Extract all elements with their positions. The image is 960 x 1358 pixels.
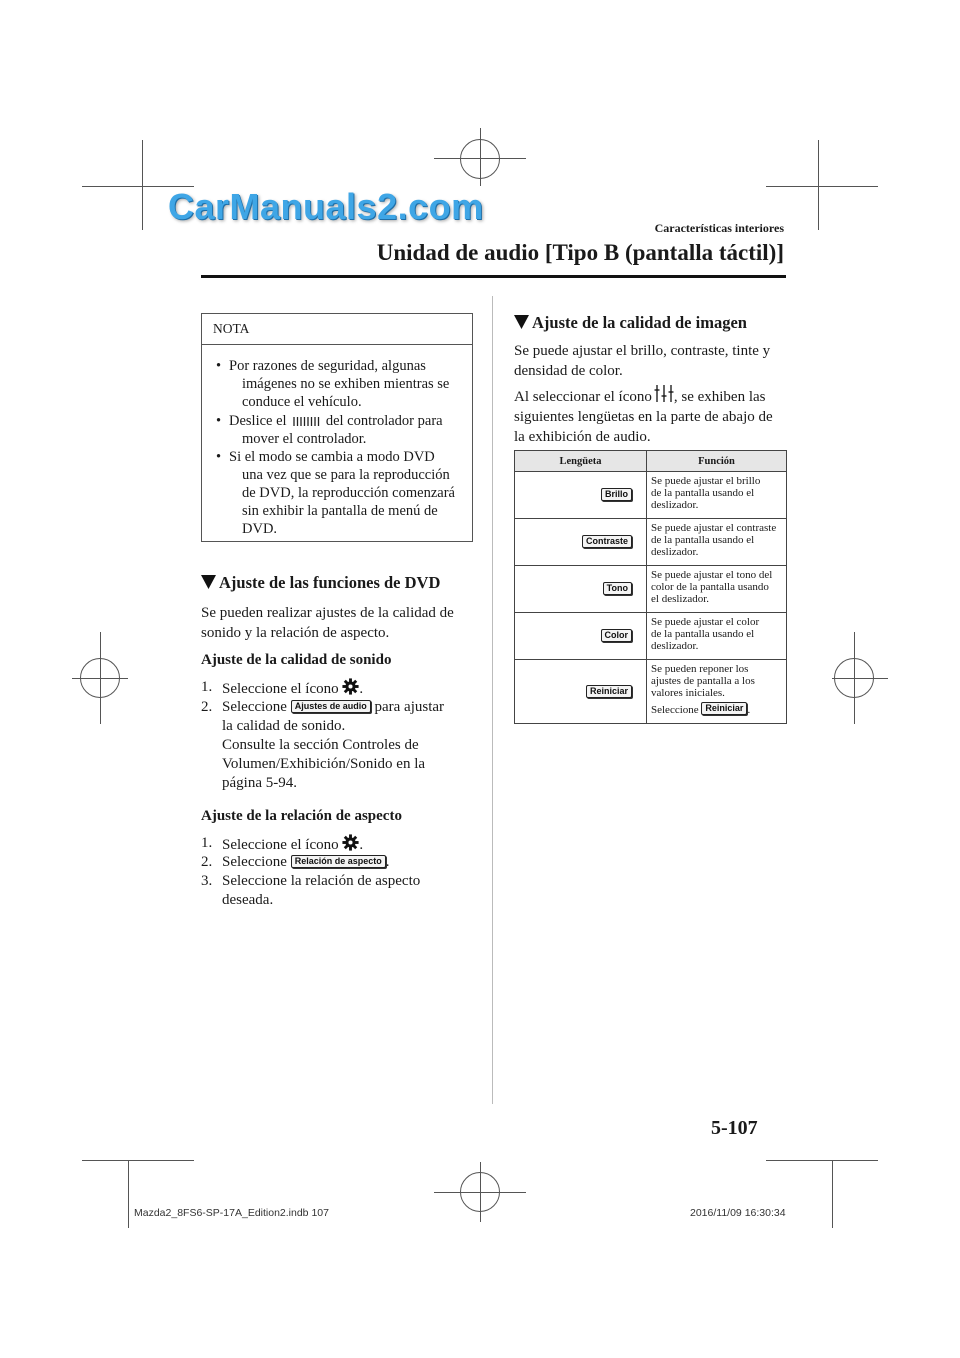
page-number: 5-107: [711, 1117, 758, 1139]
reset-button[interactable]: Reiniciar: [701, 702, 747, 715]
sound-step-2: 2. Seleccione Ajustes de audio para ajustar la calidad de sonido. Consulte la sección Controles de Volumen/Exhibición/Sonido en la página 5-94.: [201, 699, 445, 791]
table-row: Color Se puede ajustar el color de la pantalla usando el deslizador.: [515, 613, 787, 660]
sound-step-1: 1. Seleccione el ícono .: [201, 679, 364, 697]
gear-icon: [342, 834, 359, 851]
note-item: • Por razones de seguridad, algunas imágenes no se exhiben mientras se conduce el vehículo.: [216, 358, 450, 410]
image-section-heading: Ajuste de la calidad de imagen: [514, 313, 747, 333]
table-header-row: [515, 451, 787, 472]
triangle-down-icon: [201, 575, 216, 589]
tab-brillo[interactable]: Brillo: [601, 488, 632, 501]
note-header: [202, 314, 472, 345]
dvd-section-heading: Ajuste de las funciones de DVD: [201, 573, 440, 593]
table-row: Contraste Se puede ajustar el contraste de la pantalla usando el deslizador.: [515, 519, 787, 566]
header-section-label: Características interiores: [654, 221, 784, 235]
image-intro: Se puede ajustar el brillo, contraste, tinte y densidad de color. Al seleccionar el ícono , se exhiben las siguientes lengüetas en la parte de abajo de la exhibición de audio.: [514, 343, 773, 445]
page-title: Unidad de audio [Tipo B (pantalla táctil)]: [376, 240, 784, 265]
tab-reiniciar[interactable]: Reiniciar: [586, 685, 632, 698]
header-rule: [201, 275, 786, 278]
footer-timestamp: 2016/11/09 16:30:34: [690, 1207, 786, 1219]
table-header: Lengüeta: [515, 451, 647, 472]
table-row: Brillo Se puede ajustar el brillo de la pantalla usando el deslizador.: [515, 472, 787, 519]
watermark-logo: CarManuals2.com: [168, 186, 484, 227]
aspect-step-1: 1. Seleccione el ícono .: [201, 835, 364, 853]
sound-quality-heading: Ajuste de la calidad de sonido: [201, 652, 392, 668]
gear-icon: [342, 678, 359, 695]
tab-tono[interactable]: Tono: [603, 582, 632, 595]
dvd-intro: Se pueden realizar ajustes de la calidad de sonido y la relación de aspecto.: [201, 605, 454, 641]
tab-color[interactable]: Color: [601, 629, 633, 642]
note-title: NOTA: [213, 321, 250, 336]
table-row: Reiniciar Se pueden reponer los ajustes de pantalla a los valores iniciales. Seleccione Reiniciar .: [515, 660, 787, 724]
note-box: [201, 313, 473, 542]
note-item: • Si el modo se cambia a modo DVD una vez que se para la reproducción de DVD, la reproducción comenzará sin exhibir la pantalla de menú de DVD.: [216, 449, 455, 537]
table-row: Tono Se puede ajustar el tono del color de la pantalla usando el deslizador.: [515, 566, 787, 613]
aspect-step-3: 3. Seleccione la relación de aspecto deseada.: [201, 873, 421, 908]
note-item: • Deslice el del controlador para mover el controlador.: [216, 413, 443, 447]
table-header: Función: [647, 451, 787, 472]
footer-file: Mazda2_8FS6-SP-17A_Edition2.indb 107: [134, 1207, 329, 1219]
tabs-table: [514, 450, 787, 724]
slider-grip-icon: [292, 416, 320, 427]
aspect-step-2: 2. Seleccione Relación de aspecto .: [201, 854, 390, 870]
triangle-down-icon: [514, 315, 529, 329]
aspect-ratio-heading: Ajuste de la relación de aspecto: [201, 808, 402, 824]
image-adjust-icon: [654, 385, 674, 402]
aspect-ratio-button[interactable]: Relación de aspecto: [291, 855, 386, 868]
column-divider: [492, 296, 493, 1104]
audio-settings-button[interactable]: Ajustes de audio: [291, 700, 371, 713]
tab-contraste[interactable]: Contraste: [582, 535, 632, 548]
